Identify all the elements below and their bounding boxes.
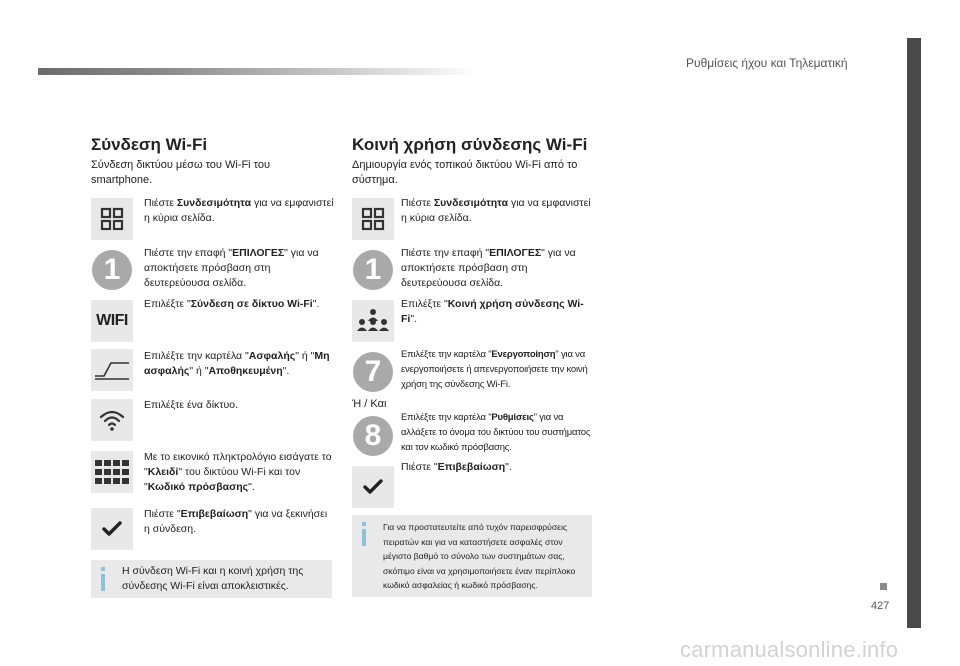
- watermark: carmanualsonline.info: [680, 637, 899, 662]
- left-step-7: Πιέστε "Επιβεβαίωση" για να ξεκινήσει η σύνδεση.: [144, 508, 328, 535]
- tab-icon: [91, 349, 133, 391]
- share-icon: [352, 300, 394, 342]
- right-step-2: Πιέστε την επαφή "ΕΠΙΛΟΓΕΣ" για να αποκτήσετε πρόσβαση στη δευτερεύουσα σελίδα.: [401, 247, 576, 289]
- right-note: Για να προστατευτείτε από τυχόν παρεισφρύσεις πειρατών και για να καταστήσετε ασφαλές στον μέγιστο βαθμό το σύνολο των συστημάτων σας, σκόπιμο είναι να χρησιμοποιήσετε έναν περίπλοκο κωδικό ασφαλείας ή κωδικό πρόσβασης.: [383, 522, 576, 590]
- wifi-label-icon: WIFI: [91, 300, 133, 342]
- check-icon: [91, 508, 133, 550]
- left-step-3: Επιλέξτε "Σύνδεση σε δίκτυο Wi-Fi".: [144, 298, 320, 310]
- grid-icon: [352, 198, 394, 240]
- left-step-5: Επιλέξτε ένα δίκτυο.: [144, 399, 238, 411]
- left-intro: Σύνδεση δικτύου μέσω του Wi-Fi του smartphone.: [91, 159, 271, 186]
- left-heading: Σύνδεση Wi-Fi: [91, 135, 208, 154]
- right-info-box: [352, 515, 592, 597]
- page-number: 427: [871, 600, 890, 612]
- page-marker: [880, 583, 887, 590]
- right-intro: Δημιουργία ενός τοπικού δικτύου Wi-Fi από το σύστημα.: [352, 159, 578, 186]
- right-heading: Κοινή χρήση σύνδεσης Wi-Fi: [352, 135, 588, 154]
- top-gradient-bar: [38, 68, 478, 75]
- left-step-4: Επιλέξτε την καρτέλα "Ασφαλής" ή "Μη ασφαλής" ή "Αποθηκευμένη".: [144, 350, 330, 377]
- right-step-6: Πιέστε "Επιβεβαίωση".: [401, 461, 512, 473]
- left-step-2: Πιέστε την επαφή "ΕΠΙΛΟΓΕΣ" για να αποκτήσετε πρόσβαση στη δευτερεύουσα σελίδα.: [144, 247, 319, 289]
- step-badge-1: 1: [353, 250, 393, 290]
- right-step-3: Επιλέξτε "Κοινή χρήση σύνδεσης Wi-Fi".: [401, 298, 584, 325]
- or-label: Ή / Και: [352, 398, 387, 410]
- left-step-6: Με το εικονικό πληκτρολόγιο εισάγατε το "Κλειδί" του δικτύου Wi-Fi και τον "Κωδικό πρόσβασης".: [144, 451, 332, 493]
- info-icon: [362, 522, 366, 546]
- keyboard-icon: [91, 451, 133, 493]
- left-note: Η σύνδεση Wi-Fi και η κοινή χρήση της σύνδεσης Wi-Fi είναι αποκλειστικές.: [122, 565, 304, 592]
- grid-icon: [91, 198, 133, 240]
- step-badge-7: 7: [353, 352, 393, 392]
- step-badge-1: 1: [92, 250, 132, 290]
- left-step-1: Πιέστε Συνδεσιμότητα για να εμφανιστεί η κύρια σελίδα.: [144, 197, 334, 224]
- left-info-box: [91, 560, 332, 598]
- step-badge-8: 8: [353, 416, 393, 456]
- right-step-4: Επιλέξτε την καρτέλα "Ενεργοποίηση" για να ενεργοποιήσετε ή απενεργοποιήσετε την κοινή χρήση της σύνδεσης Wi-Fi.: [401, 349, 588, 390]
- section-title: Ρυθμίσεις ήχου και Τηλεματική: [686, 56, 848, 70]
- right-step-5: Επιλέξτε την καρτέλα "Ρυθμίσεις" για να αλλάξετε το όνομα του δικτύου του συστήματος και τον κωδικό πρόσβασης.: [401, 412, 591, 453]
- wifi-signal-icon: [91, 399, 133, 441]
- info-icon: [101, 567, 105, 591]
- check-icon: [352, 466, 394, 508]
- right-step-1: Πιέστε Συνδεσιμότητα για να εμφανιστεί η κύρια σελίδα.: [401, 197, 591, 224]
- right-edge-bar: [907, 38, 921, 628]
